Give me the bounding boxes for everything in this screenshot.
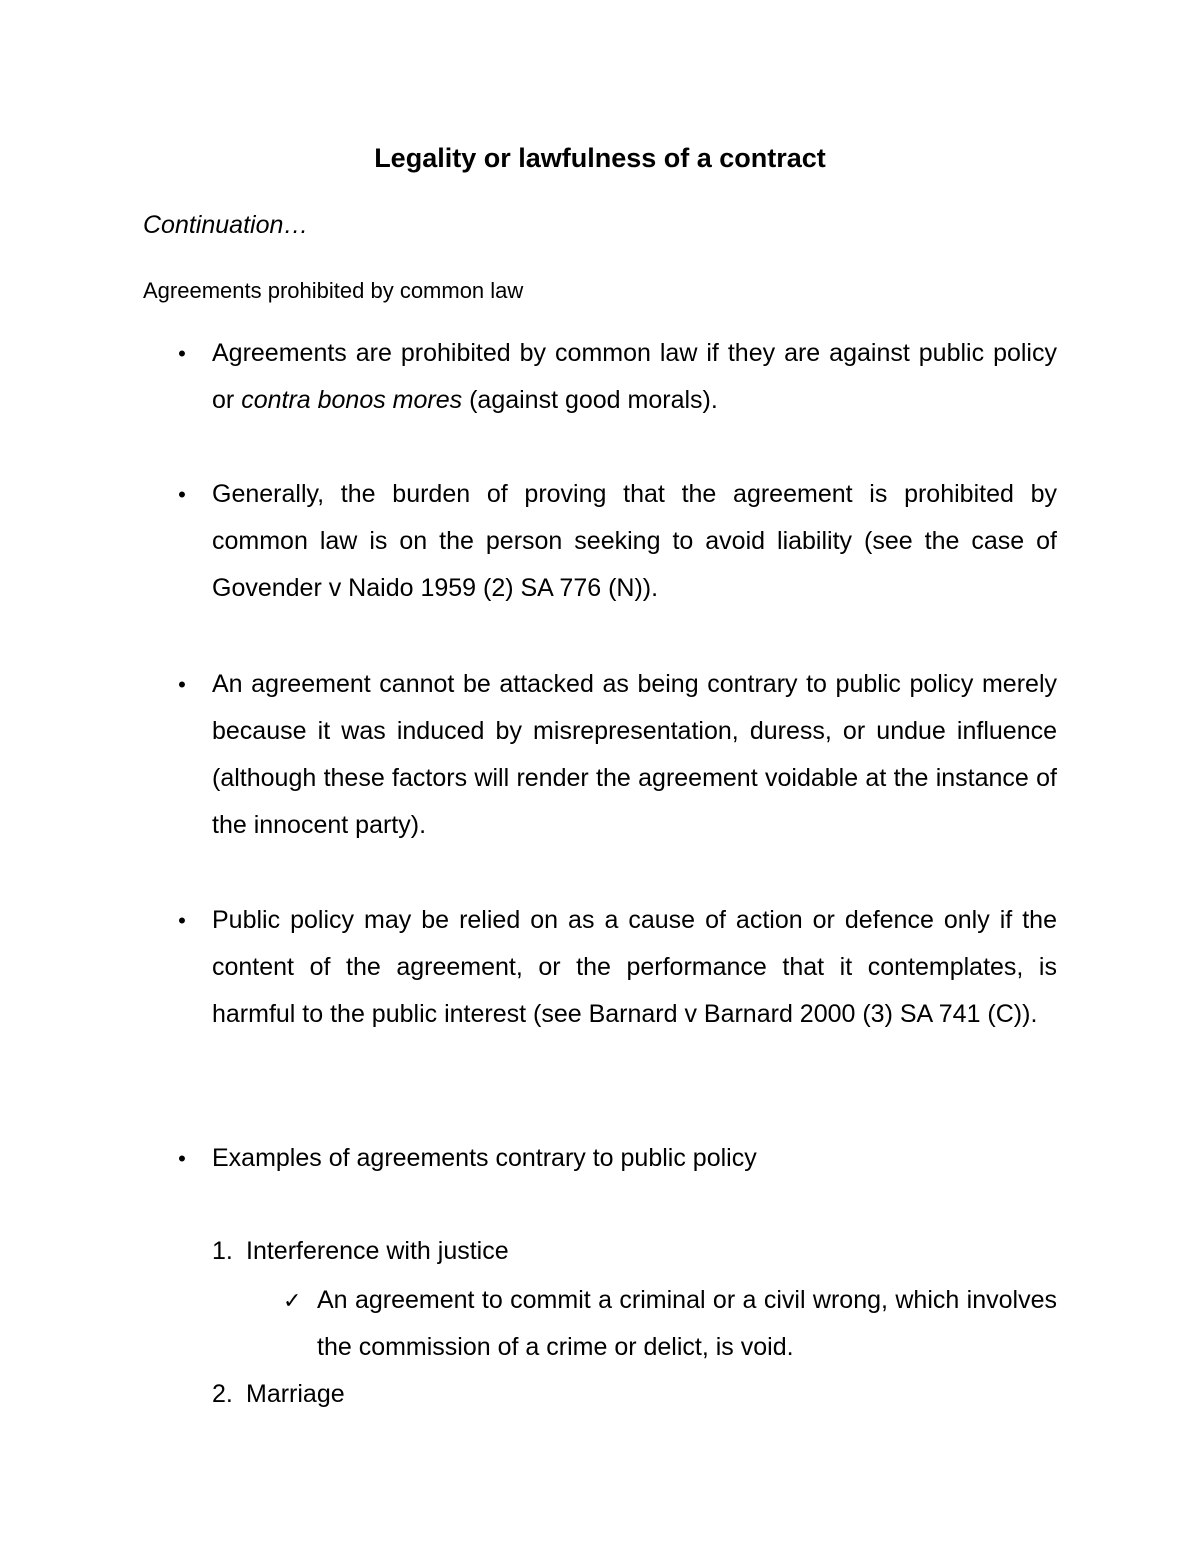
bullet-text: An agreement cannot be attacked as being contrary to public policy merely because it was induced by misrepresentation, duress, or undue influence (although these factors will render the agreement voidable at the instance of the innocent party). [212, 670, 1057, 839]
item-label: Marriage [246, 1380, 345, 1408]
item-number: 2. [212, 1380, 233, 1408]
bullet-item [178, 330, 1057, 424]
bullet-italic-text: contra bonos mores [241, 386, 463, 414]
bullet-text-end: (against good morals). [462, 386, 718, 414]
numbered-item [212, 1228, 509, 1275]
check-item [283, 1277, 1057, 1371]
page-title: Legality or lawfulness of a contract [374, 143, 826, 173]
bullet-item [178, 661, 1057, 849]
item-label: Interference with justice [246, 1237, 509, 1265]
check-icon: ✓ [283, 1288, 302, 1313]
bullet-icon: • [178, 672, 186, 697]
numbered-item [212, 1371, 345, 1418]
bullet-icon: • [178, 341, 186, 366]
item-number: 1. [212, 1237, 233, 1265]
continuation-label: Continuation… [143, 211, 309, 239]
bullet-text: Agreements are prohibited by common law if they are against public policy or [212, 339, 1057, 414]
bullet-icon: • [178, 1146, 186, 1171]
bullet-icon: • [178, 908, 186, 933]
bullet-text: Examples of agreements contrary to public policy [212, 1144, 757, 1172]
bullet-item [178, 471, 1057, 612]
check-item-text: An agreement to commit a criminal or a civil wrong, which involves the commission of a crime or delict, is void. [317, 1286, 1057, 1361]
section-heading: Agreements prohibited by common law [143, 278, 524, 303]
bullet-text: Generally, the burden of proving that the agreement is prohibited by common law is on the person seeking to avoid liability (see the case of Govender v Naido 1959 (2) SA 776 (N)). [212, 480, 1057, 602]
bullet-text: Public policy may be relied on as a cause of action or defence only if the content of the agreement, or the performance that it contemplates, is harmful to the public interest (see Barnard v Barnard 2000 (3) SA 741 (C)). [212, 906, 1057, 1028]
bullet-item [178, 897, 1057, 1038]
bullet-icon: • [178, 482, 186, 507]
bullet-item [178, 1135, 1057, 1182]
